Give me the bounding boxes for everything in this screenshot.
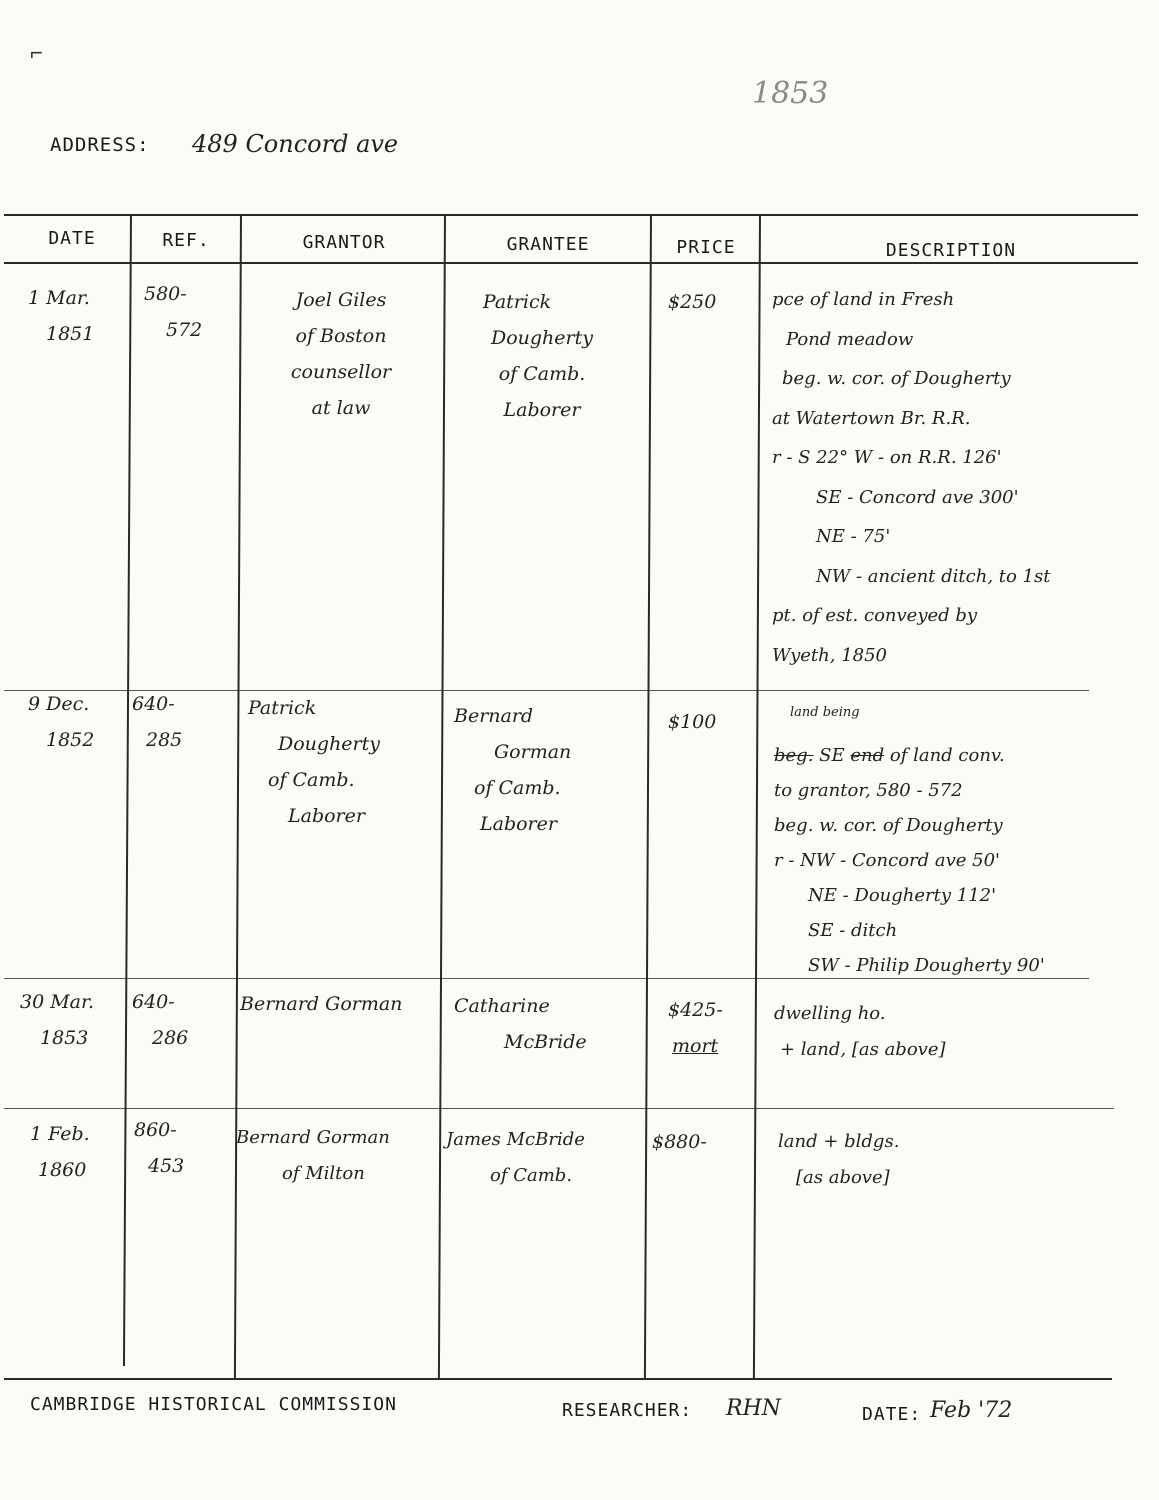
- table-row: [20, 984, 94, 1056]
- column-rule-4: [644, 214, 652, 1378]
- column-header-ref: REF.: [162, 230, 210, 251]
- record-price: $100: [668, 711, 717, 733]
- description-insertion: land being: [790, 705, 860, 720]
- column-header-grantor: GRANTOR: [302, 232, 386, 253]
- table-row: [28, 280, 94, 352]
- record-grantee: James McBride of Camb.: [446, 1129, 585, 1186]
- record-date-year: 1860: [38, 1159, 87, 1181]
- record-grantor: Bernard Gorman of Milton: [236, 1127, 390, 1184]
- record-description: dwelling ho. + land, [as above]: [774, 1003, 946, 1060]
- record-date: 1 Feb.: [30, 1123, 90, 1145]
- address-value: 489 Concord ave: [192, 130, 399, 158]
- record-date-year: 1851: [46, 323, 95, 345]
- footer-researcher-value: RHN: [726, 1396, 781, 1421]
- record-date: 30 Mar.: [20, 991, 95, 1013]
- struck-text: end: [850, 745, 885, 766]
- record-price: $425- mort: [668, 999, 723, 1057]
- column-rule-5: [753, 214, 761, 1378]
- column-header-grantee: GRANTEE: [506, 234, 590, 255]
- column-rule-3: [438, 214, 446, 1378]
- margin-year-note: 1853: [752, 76, 829, 111]
- footer-date-label: DATE:: [862, 1404, 922, 1425]
- record-date: 1 Mar.: [28, 287, 90, 309]
- address-label: ADDRESS:: [50, 134, 150, 156]
- record-date-year: 1852: [46, 729, 95, 751]
- record-price: $250: [668, 291, 717, 313]
- record-description: land + bldgs. [as above]: [778, 1131, 900, 1188]
- footer-date-value: Feb '72: [930, 1398, 1013, 1423]
- column-header-description: DESCRIPTION: [885, 240, 1017, 261]
- record-ref: 860- 453: [134, 1119, 185, 1177]
- record-date: 9 Dec.: [28, 693, 90, 715]
- footer-researcher-label: RESEARCHER:: [562, 1400, 693, 1421]
- record-grantee: Bernard Gorman of Camb. Laborer: [454, 705, 572, 835]
- record-grantor: Joel Giles of Boston counsellor at law: [290, 289, 392, 419]
- record-ref: 640- 285: [132, 693, 183, 751]
- record-grantee: Patrick Dougherty of Camb. Laborer: [482, 291, 593, 421]
- record-grantor: Bernard Gorman: [240, 993, 403, 1015]
- record-ref: 640- 286: [132, 991, 189, 1049]
- table-row: [28, 686, 94, 758]
- record-grantor: Patrick Dougherty of Camb. Laborer: [248, 697, 381, 827]
- header-bottom-rule: [4, 262, 1138, 264]
- struck-text: beg.: [774, 745, 814, 766]
- record-ref: 580- 572: [144, 283, 203, 341]
- column-header-date: DATE: [48, 228, 96, 249]
- record-price: $880-: [652, 1131, 707, 1153]
- record-date-year: 1853: [40, 1027, 89, 1049]
- footer-organization: CAMBRIDGE HISTORICAL COMMISSION: [30, 1394, 397, 1415]
- ink-speck: ⌐: [30, 40, 43, 65]
- table-row: [30, 1116, 90, 1188]
- row-divider-3: [4, 1108, 1114, 1109]
- record-description: pce of land in Fresh Pond meadow beg. w. cor. of Dougherty at Watertown Br. R.R. r - S 22° W - on R.R. 126' SE - Concord ave 300' NE - 75' NW - ancient ditch, to 1st pt. of est. conveyed by Wyeth, 1850: [772, 289, 1051, 666]
- record-grantee: Catharine McBride: [454, 995, 587, 1053]
- table-bottom-rule: [4, 1378, 1112, 1380]
- column-header-price: PRICE: [676, 237, 736, 258]
- table-top-rule: [4, 214, 1138, 216]
- column-rule-2: [234, 214, 242, 1378]
- column-rule-1: [123, 214, 132, 1366]
- record-description: land being beg. SE end of land conv. to grantor, 580 - 572 beg. w. cor. of Dougherty r - NW - Concord ave 50' NE - Dougherty 112' SE - ditch SW - Philip Dougherty 90': [774, 705, 1045, 976]
